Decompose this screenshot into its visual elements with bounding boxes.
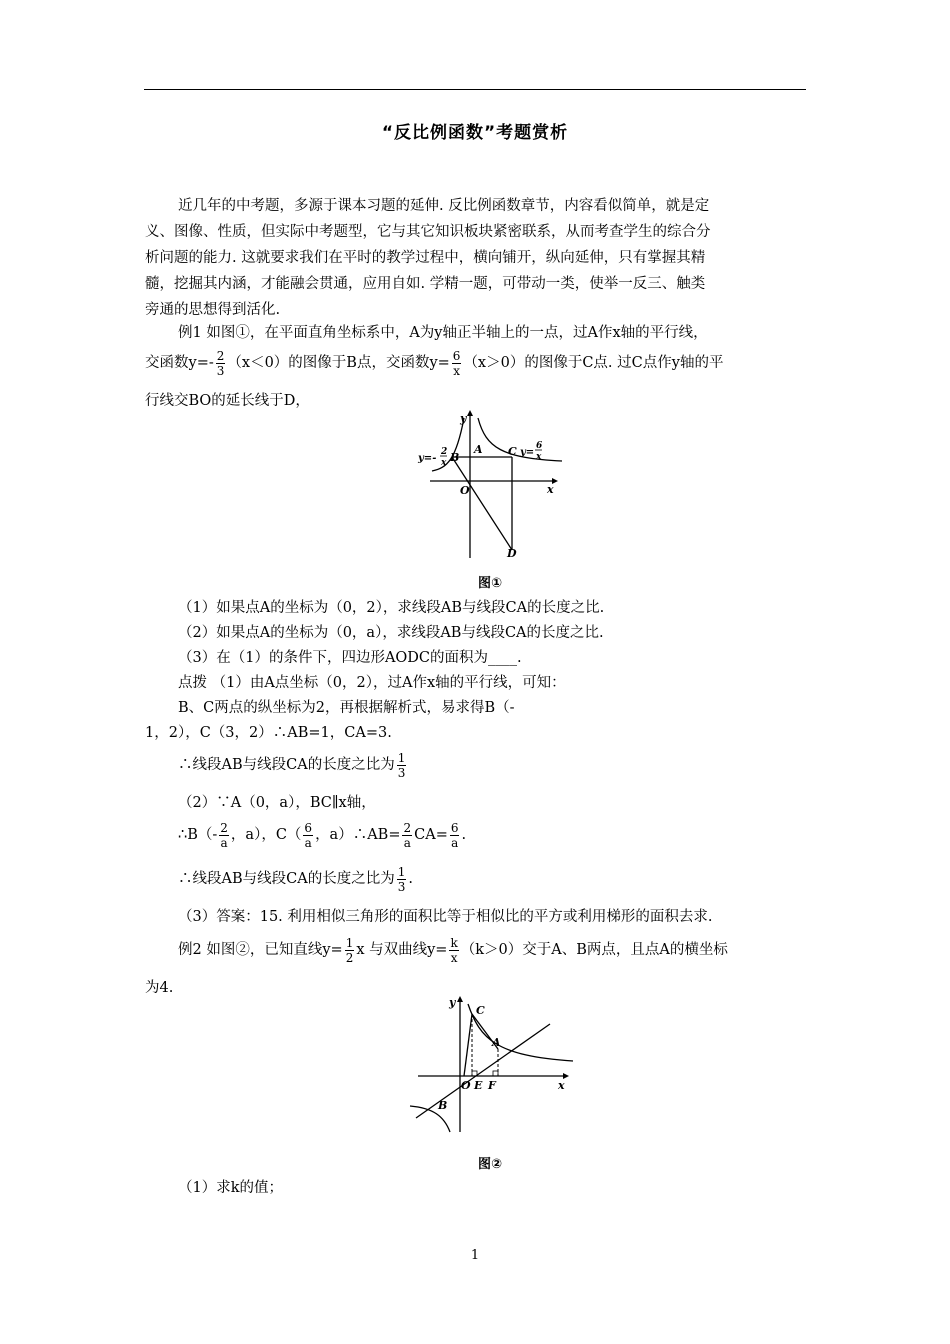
figure-1-caption: 图① xyxy=(478,576,503,591)
example1-line2: 交函数y=- $\frac{2}{3}$ （x＜0）的图像于B点，交函数y= $\frac{6}{x}$ （x＞0）的图像于C点. 过C点作y轴的平 xyxy=(145,348,724,378)
label-y: y xyxy=(449,996,456,1009)
hint-line: 点拨 （1）由A点坐标（0，2），过A作x轴的平行线，可知： xyxy=(178,675,566,691)
example2-line1: 例2 如图②，已知直线y= $\frac{1}{2}$ x 与双曲线y= $\frac{k}{x}$ （k＞0）交于A、B两点，且点A的横坐标 xyxy=(178,935,728,965)
hint-line: （2）∵A（0，a），BC∥x轴， xyxy=(178,795,376,811)
label-y: y xyxy=(460,412,467,425)
label-e: E xyxy=(474,1079,483,1092)
label-c: C xyxy=(508,445,517,458)
label-o: O xyxy=(461,1079,471,1092)
question-2: （2）如果点A的坐标为（0，a），求线段AB与线段CA的长度之比. xyxy=(178,625,604,641)
page-number: 1 xyxy=(470,1248,480,1263)
label-left-eq: y=- xyxy=(418,453,437,464)
fraction: $\frac{6}{x}$ xyxy=(452,348,461,378)
header-rule xyxy=(144,89,806,90)
intro-line: 义、图像、性质，但实际中考题型，它与其它知识板块紧密联系，从而考查学生的综合分 xyxy=(145,224,711,240)
label-o: O xyxy=(460,484,470,497)
hint-line: 1，2），C（3，2）∴AB=1，CA=3. xyxy=(145,725,392,741)
label-c: C xyxy=(476,1004,485,1017)
line-y-half-x xyxy=(416,1024,550,1118)
example1-line1: 例1 如图①，在平面直角坐标系中，A为y轴正半轴上的一点，过A作x轴的平行线， xyxy=(178,325,708,341)
question-3: （3）在（1）的条件下，四边形AODC的面积为____. xyxy=(178,650,522,666)
figure-1 xyxy=(412,408,572,560)
label-f: F xyxy=(488,1079,496,1092)
intro-line: 旁通的思想得到活化. xyxy=(145,302,281,318)
figure-2-caption: 图② xyxy=(478,1157,503,1172)
arrow-y-icon xyxy=(467,410,473,416)
question-1: （1）如果点A的坐标为（0，2），求线段AB与线段CA的长度之比. xyxy=(178,600,605,616)
label-right-num: 6 xyxy=(536,441,543,451)
label-b: B xyxy=(438,1099,448,1112)
label-left-num: 2 xyxy=(441,447,448,457)
label-right-eq: y= xyxy=(520,447,535,458)
intro-line: 析问题的能力. 这就要求我们在平时的教学过程中，横向铺开，纵向延伸，只有掌握其精 xyxy=(145,250,706,266)
label-x: x xyxy=(558,1079,565,1092)
right-angle-f-icon xyxy=(493,1071,498,1076)
example2-question-1: （1）求k的值； xyxy=(178,1180,284,1196)
intro-line: 髓，挖掘其内涵，才能融会贯通，应用自如. 学精一题，可带动一类，使举一反三、触类 xyxy=(145,276,706,292)
label-d: D xyxy=(507,547,517,560)
label-right-den: x xyxy=(536,452,542,462)
example1-line3: 行线交BO的延长线于D， xyxy=(145,393,310,409)
page-title: “反比例函数”考题赏析 xyxy=(381,123,569,143)
figure-2 xyxy=(408,994,578,1134)
label-x: x xyxy=(547,483,554,496)
label-a: A xyxy=(492,1036,501,1049)
line-bd xyxy=(452,457,512,550)
answer-3: （3）答案：15. 利用相似三角形的面积比等于相似比的平方或利用梯形的面积去求. xyxy=(178,909,713,925)
fraction: $\frac{1}{3}$ xyxy=(397,750,406,780)
label-a: A xyxy=(474,443,483,456)
hint-ratio-2: ∴线段AB与线段CA的长度之比为 $\frac{1}{3}$ . xyxy=(178,864,413,894)
intro-line: 近几年的中考题，多源于课本习题的延伸. 反比例函数章节，内容看似简单，就是定 xyxy=(178,198,710,214)
hint-coords: ∴B（- $\frac{2}{a}$ ，a），C（ $\frac{6}{a}$ ，a）∴AB= $\frac{2}{a}$ CA= $\frac{6}{a}$ . xyxy=(178,820,467,850)
segment-cf xyxy=(464,1014,472,1076)
hint-ratio-1: ∴线段AB与线段CA的长度之比为 $\frac{1}{3}$ xyxy=(178,750,406,780)
arrow-y-icon xyxy=(457,996,463,1002)
label-left-den: x xyxy=(441,458,447,468)
hint-line: B、C两点的纵坐标为2，再根据解析式，易求得B（- xyxy=(178,700,515,716)
label-b: B xyxy=(450,451,460,464)
example2-line2: 为4. xyxy=(145,980,174,996)
fraction: $\frac{2}{3}$ xyxy=(216,348,225,378)
